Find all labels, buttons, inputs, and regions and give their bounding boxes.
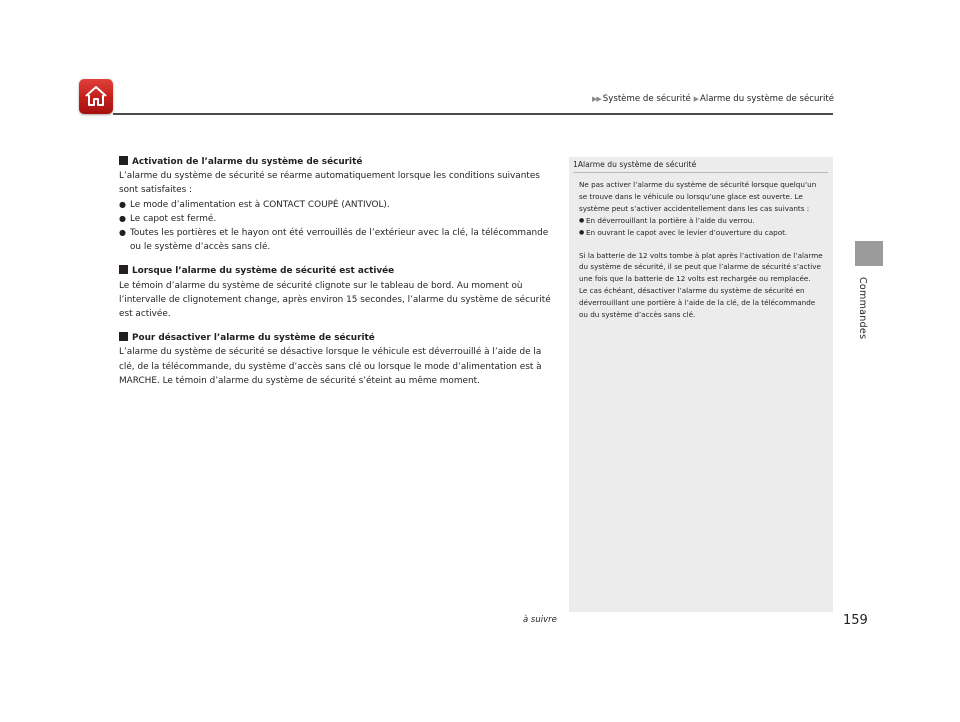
- condition-list: [119, 198, 559, 255]
- side-note-paragraph: Si la batterie de 12 volts tombe à plat après l’activation de l’alarme du système de sécurité, il se peut que l’alarme de sécurité s’active une fois que la batterie de 12 volts est rechargée ou remplacée.: [579, 250, 823, 284]
- section-desactiver: [119, 331, 559, 388]
- list-item: ● En ouvrant le capot avec le levier d’ouverture du capot.: [579, 227, 825, 239]
- section-activee: [119, 264, 559, 321]
- breadcrumb-item-alarme[interactable]: Alarme du système de sécurité: [699, 94, 834, 104]
- breadcrumb-arrow-icon: ▶: [693, 95, 698, 103]
- header-rule: [113, 113, 833, 115]
- list-item: ● Toutes les portières et le hayon ont été verrouillés de l’extérieur avec la clé, la télécommande ou le système d’accès sans clé.: [119, 226, 559, 254]
- list-item: ● Le capot est fermé.: [119, 212, 559, 226]
- breadcrumb: [592, 94, 834, 104]
- side-tab-label[interactable]: Commandes: [857, 277, 868, 340]
- continue-note: à suivre: [523, 615, 557, 625]
- section-title: Pour désactiver l’alarme du système de sécurité: [119, 331, 559, 345]
- section-title: Lorsque l’alarme du système de sécurité est activée: [119, 264, 559, 278]
- section-activation: [119, 155, 559, 254]
- side-note-list: [579, 215, 825, 239]
- side-note-panel: [569, 157, 833, 612]
- breadcrumb-item-systeme-securite[interactable]: Système de sécurité: [602, 94, 691, 104]
- reference-marker: 1: [573, 160, 578, 169]
- section-text: Le témoin d’alarme du système de sécurité clignote sur le tableau de bord. Au moment où l’intervalle de clignotement change, après environ 15 secondes, l’alarme du système de sécurité est activée.: [119, 280, 551, 320]
- square-bullet-icon: [119, 156, 128, 165]
- list-item: ● En déverrouillant la portière à l’aide du verrou.: [579, 215, 825, 227]
- side-tab-marker[interactable]: [855, 241, 883, 266]
- side-note-title: 1Alarme du système de sécurité: [573, 160, 828, 173]
- section-title: Activation de l’alarme du système de sécurité: [119, 155, 559, 169]
- section-text: L’alarme du système de sécurité se désactive lorsque le véhicule est déverrouillé à l’aide de la clé, de la télécommande, du système d’accès sans clé ou lorsque le mode d’alimentation est à MARCHE. Le témoin d’alarme du système de sécurité s’éteint au même moment.: [119, 347, 542, 386]
- home-icon: [83, 83, 109, 109]
- side-note-paragraph: Ne pas activer l’alarme du système de sécurité lorsque quelqu’un se trouve dans le véhicule ou lorsqu’une glace est ouverte. Le système peut s’activer accidentellement dans les cas suivants :: [579, 180, 817, 213]
- breadcrumb-arrow-icon: ▶▶: [592, 95, 601, 103]
- square-bullet-icon: [119, 265, 128, 274]
- main-content: [119, 155, 559, 398]
- section-text: L’alarme du système de sécurité se réarme automatiquement lorsque les conditions suivantes sont satisfaites :: [119, 171, 540, 196]
- list-item: ● Le mode d’alimentation est à CONTACT COUPÉ (ANTIVOL).: [119, 198, 559, 212]
- home-button[interactable]: [79, 79, 113, 114]
- side-note-paragraph: Le cas échéant, désactiver l’alarme du système de sécurité en déverrouillant une portière à l’aide de la clé, de la télécommande ou du système d’accès sans clé.: [579, 286, 816, 320]
- page-number: 159: [843, 613, 868, 628]
- square-bullet-icon: [119, 332, 128, 341]
- side-note-body: [569, 173, 833, 321]
